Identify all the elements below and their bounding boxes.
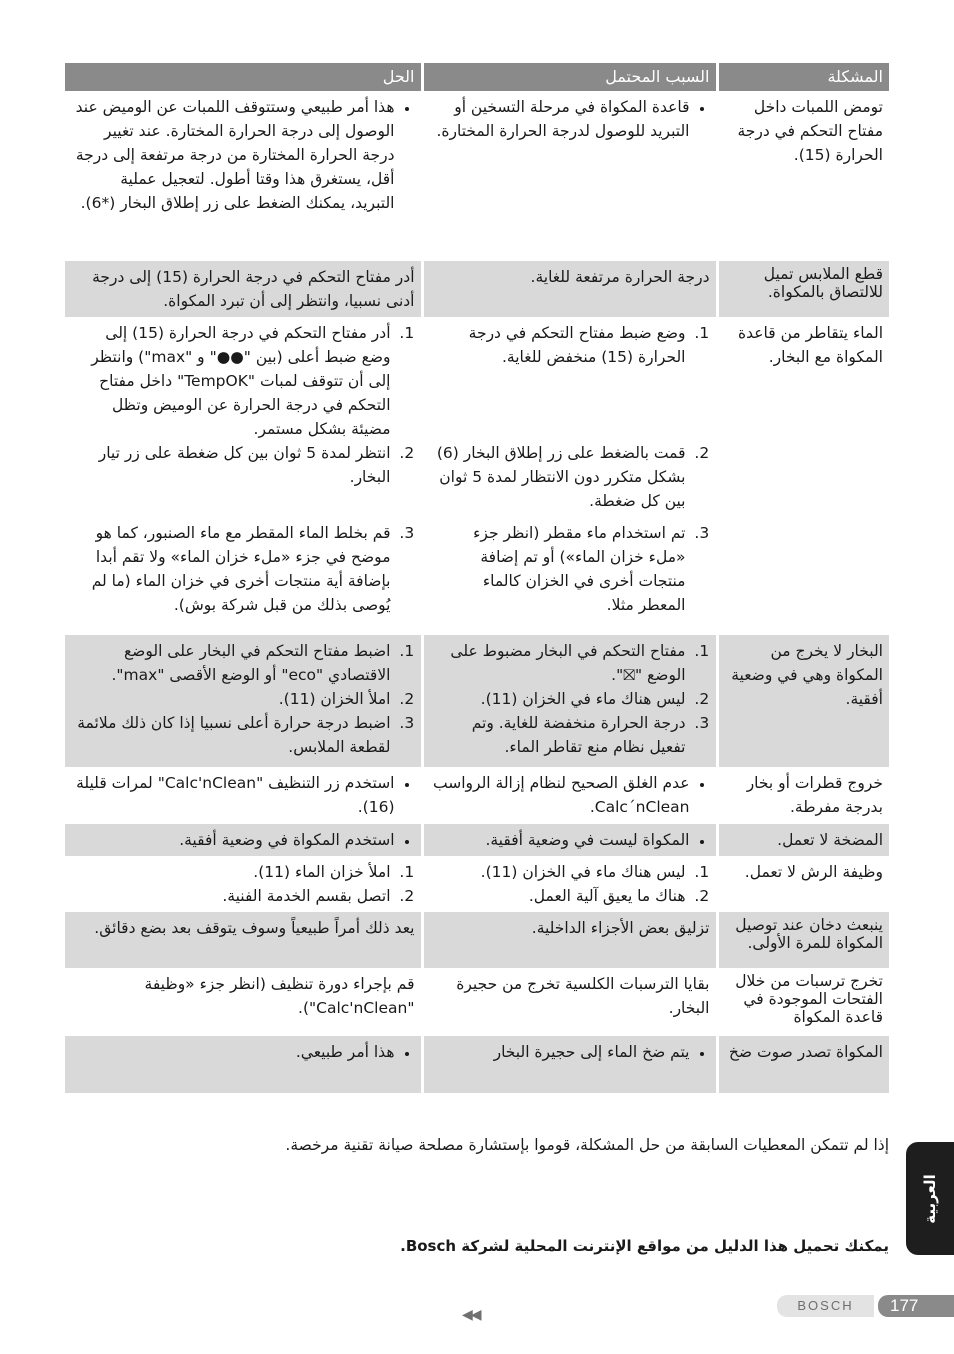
- cause-cell: [422, 767, 717, 824]
- problem-cell: قطع الملابس تميل للالتصاق بالمكواة.: [717, 261, 889, 317]
- solution-cell: [65, 856, 422, 912]
- table-row: [65, 261, 889, 317]
- cause-item: 3. تم استخدام ماء مقطر (انظر جزء «ملء خزان الماء») أو تم إضافة منتجات أخرى في الخزان كالماء المعطر مثلا.: [432, 521, 690, 617]
- download-note: يمكنك تحميل هذا الدليل من مواقع الإنترنت المحلية لشركة Bosch.: [400, 1237, 889, 1255]
- table-row: [65, 824, 889, 856]
- solution-item: 1. أدر مفتاح التحكم في درجة الحرارة (15) إلى وضع ضبط أعلى (بين "●●" و "max") وانتظر إلى أن تتوقف لمبات "TempOK" داخل مفتاح التحكم في درجة الحرارة عن الوميض وتظل مضيئة بشكل مستمر.: [73, 321, 395, 441]
- back-arrows-icon[interactable]: ◀◀: [462, 1307, 480, 1323]
- table-row: [65, 767, 889, 824]
- cause-cell: [422, 635, 717, 767]
- cause-item: 2. ليس هناك ماء في الخزان (11).: [432, 687, 690, 711]
- cause-item: • عدم الغلق الصحيح لنظام إزالة الرواسب Calc´nClean.: [432, 771, 690, 819]
- solution-cell: [65, 824, 422, 856]
- cause-cell: تزليق بعض الأجزاء الداخلية.: [422, 912, 717, 968]
- solution-item: 2. انتظر لمدة 5 ثوان بين كل ضغطة على زر تيار البخار.: [73, 441, 395, 521]
- solution-cell: [65, 1036, 422, 1093]
- problem-cell: البخار لا يخرج من المكواة وهي في وضعية أفقية.: [717, 635, 889, 767]
- table-row: [65, 1036, 889, 1093]
- problem-cell: تخرج ترسبات من خلال الفتحات الموجودة في قاعدة المكواة: [717, 968, 889, 1036]
- problem-cell: خروج قطرات أو بخار بدرجة مفرطة.: [717, 767, 889, 824]
- solution-item: 1. اضبط مفتاح التحكم في البخار على الوضع الاقتصادي "eco" أو الوضع الأقصى "max".: [73, 639, 395, 687]
- header-solution: الحل: [65, 63, 422, 91]
- problem-cell: الماء يتقاطر من قاعدة المكواة مع البخار.: [717, 317, 889, 635]
- solution-cell: [65, 317, 422, 635]
- header-problem: المشكلة: [717, 63, 889, 91]
- cause-item: 3. درجة الحرارة منخفضة للغاية. وتم تفعيل نظام منع تقاطر الماء.: [432, 711, 690, 759]
- brand-label: BOSCH: [777, 1295, 874, 1317]
- cause-cell: بقايا الترسبات الكلسية تخرج من حجيرة البخار.: [422, 968, 717, 1036]
- troubleshooting-table: [65, 63, 889, 1093]
- language-tab: [906, 1142, 954, 1255]
- solution-cell: [65, 91, 422, 261]
- header-cause: السبب المحتمل: [422, 63, 717, 91]
- cause-cell: [422, 1036, 717, 1093]
- cause-item: 2. هناك ما يعيق آلية العمل.: [432, 884, 690, 908]
- problem-cell: ينبعث دخان عند توصيل المكواة للمرة الأولى.: [717, 912, 889, 968]
- table-row: [65, 968, 889, 1036]
- cause-cell: [422, 317, 717, 635]
- page-number: 177: [878, 1295, 954, 1317]
- language-tab-label: العربية: [921, 1173, 939, 1224]
- solution-item: • استخدم المكواة في وضعية أفقية.: [73, 828, 395, 852]
- table-row: [65, 856, 889, 912]
- cause-item: 1. مفتاح التحكم في البخار مضبوط على الوضع "⛝".: [432, 639, 690, 687]
- table-row: [65, 317, 889, 635]
- cause-cell: درجة الحرارة مرتفعة للغاية.: [422, 261, 717, 317]
- problem-cell: المكواة تصدر صوت ضخ: [717, 1036, 889, 1093]
- cause-item: 1. ليس هناك ماء في الخزان (11).: [432, 860, 690, 884]
- cause-item: • يتم ضخ الماء إلى حجيرة البخار: [432, 1040, 690, 1064]
- table-row: [65, 635, 889, 767]
- cause-cell: [422, 856, 717, 912]
- cause-cell: [422, 91, 717, 261]
- solution-cell: قم بإجراء دورة تنظيف (انظر جزء «وظيفة "Calc'nClean").: [144, 975, 415, 1017]
- solution-item: 2. اتصل بقسم الخدمة الفنية.: [73, 884, 395, 908]
- solution-item: 2. املأ الخزان (11).: [73, 687, 395, 711]
- solution-item: 3. اضبط درجة حرارة أعلى نسبيا إذا كان ذلك ملائمة لقطعة الملابس.: [73, 711, 395, 759]
- cause-item: • قاعدة المكواة في مرحلة التسخين أو التبريد للوصول لدرجة الحرارة المختارة.: [432, 95, 690, 143]
- table-row: [65, 912, 889, 968]
- cause-item: 1. وضع ضبط مفتاح التحكم في درجة الحرارة (15) منخفض للغاية.: [432, 321, 690, 441]
- solution-cell: أدر مفتاح التحكم في درجة الحرارة (15) إلى درجة أدنى نسبيا، وانتظر إلى أن تبرد المكواة.: [65, 261, 422, 317]
- solution-item: • هذا أمر طبيعي.: [73, 1040, 395, 1064]
- service-note: إذا لم تتمكن المعطيات السابقة من حل المشكلة، قوموا بإستشارة مصلحة صيانة تقنية مرخصة.: [285, 1136, 889, 1154]
- solution-cell: يعد ذلك أمراً طبيعياً وسوف يتوقف بعد بضع دقائق.: [65, 912, 422, 968]
- solution-cell: [65, 767, 422, 824]
- cause-item: • المكواة ليست في وضعية أفقية.: [432, 828, 690, 852]
- solution-item: • هذا أمر طبيعي وستتوقف اللمبات عن الوميض عند الوصول إلى درجة الحرارة المختارة. عند تغيير درجة الحرارة المختارة من درجة مرتفعة إلى درجة أقل، يستغرق هذا وقتا أطول. لتعجيل عملية التبريد، يمكنك الضغط على زر إطلاق البخار (*6).: [73, 95, 395, 215]
- solution-item: • استخدم زر التنظيف "Calc'nClean" لمرات قليلة (16).: [73, 771, 395, 819]
- problem-cell: وظيفة الرش لا تعمل.: [717, 856, 889, 912]
- solution-item: 1. املأ خزان الماء (11).: [73, 860, 395, 884]
- cause-item: 2. قمت بالضغط على زر إطلاق البخار (6) بشكل متكرر دون الانتظار لمدة 5 ثوان بين كل ضغطة.: [432, 441, 690, 521]
- cause-cell: [422, 824, 717, 856]
- problem-cell: المضخة لا تعمل.: [717, 824, 889, 856]
- solution-cell: [65, 635, 422, 767]
- solution-item: 3. قم بخلط الماء المقطر مع ماء الصنبور، كما هو موضح في جزء «ملء خزان الماء» ولا تقم أبدا بإضافة أية منتجات أخرى في خزان الماء (ما لم يُوصى بذلك من قبل شركة بوش).: [73, 521, 395, 617]
- table-row: [65, 91, 889, 261]
- table-header-row: [65, 63, 889, 91]
- problem-cell: تومض اللمبات داخل مفتاح التحكم في درجة الحرارة (15).: [717, 91, 889, 261]
